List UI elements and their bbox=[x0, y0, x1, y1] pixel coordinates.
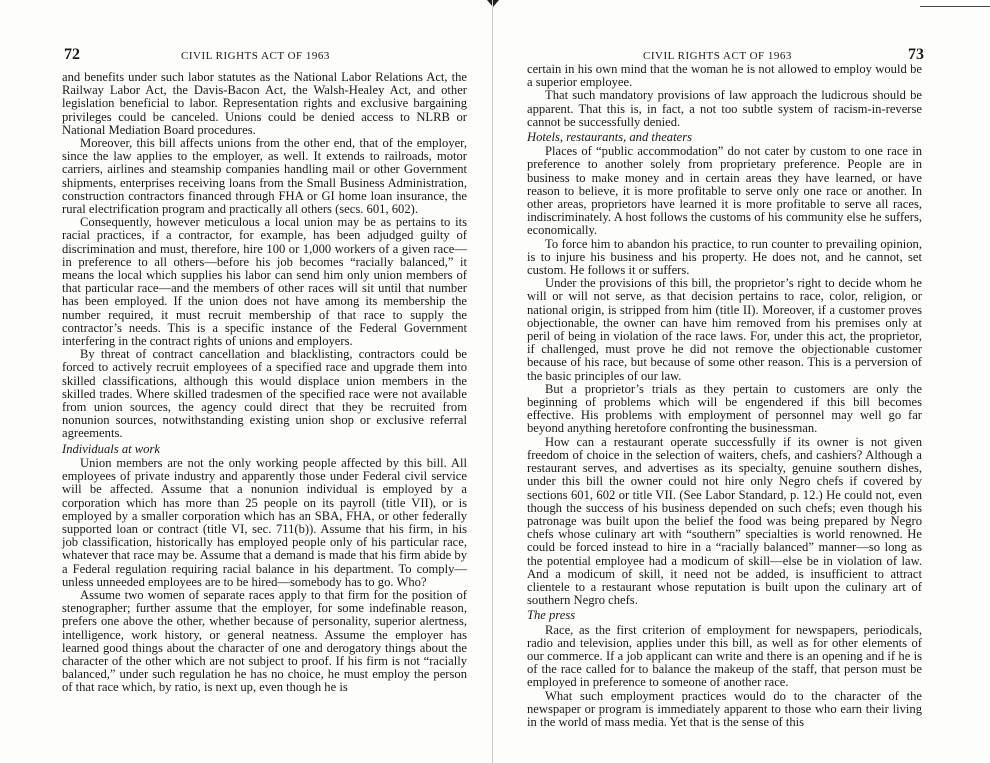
paragraph: To force him to abandon his practice, to run counter to prevailing opinion, is to injure his business and his property. He does not, and he cannot, set custom. He follows it or suffers. bbox=[527, 236, 922, 278]
paragraph: Under the provisions of this bill, the proprietor’s right to decide whom he will or will not serve, as that decision pertains to race, color, religion, or national origin, is stripped from him (title II). Moreover, if a customer proves objectionable, the owner can have him removed from his premises only at peril of being in violation of the race laws. For, under this act, the proprietor, if challenged, must prove he did not remove the objectionable customer because of his race, but because of some other reason. This is a perversion of the basic principles of our law. bbox=[527, 276, 922, 383]
section-heading-press: The press bbox=[527, 608, 576, 623]
paragraph: But a proprietor’s trials as they pertain to customers are only the beginning of problems which will be engendered if this bill becomes effective. His problems with employment of personnel may well go far beyond anything heretofore confronting the businessman. bbox=[527, 381, 922, 436]
section-heading-individuals: Individuals at work bbox=[62, 441, 160, 456]
running-head: CIVIL RIGHTS ACT OF 1963 bbox=[643, 50, 792, 62]
paragraph: and benefits under such labor statutes as the National Labor Relations Act, the Railway Labor Act, the Davis-Bacon Act, the Walsh-Healey Act, and other legislation beneficial to labor. Representation rights and exclusive bargaining privileges could be canceled. Unions could be denied access to NLRB or National Mediation Board procedures. bbox=[62, 70, 467, 137]
section-heading-hotels: Hotels, restaurants, and theaters bbox=[527, 130, 692, 145]
paragraph: Assume two women of separate races apply to that firm for the position of stenographer; further assume that the employer, for some indefinable reason, prefers one above the other, whether because of personality, superior alertness, intelligence, work history, or general neatness. Assume the employer has learned good things about the character of one and derogatory things about the character of the other which are not subject to proof. If his firm is not “racially balanced,” under such regulation he has no choice, he must employ the person of that race which, by ratio, is next up, even though he is bbox=[62, 587, 467, 695]
left-page bbox=[0, 0, 492, 763]
paragraph: Moreover, this bill affects unions from the other end, that of the employer, since the law applies to the employer, as well. It extends to railroads, motor carriers, airlines and steamship companies handling mail or other Government shipments, enterprises receiving loans from the Small Business Administration, construction contractors financed through FHA or GI home loan insurance, the rural electrification program and practically all others (secs. 601, 602). bbox=[62, 136, 467, 217]
right-page-body bbox=[527, 63, 922, 729]
paragraph: How can a restaurant operate successfully if its owner is not given freedom of choice in the selection of waiters, chefs, and cashiers? Although a restaurant serves, and advertises as its specialty, genuine southern dishes, under this bill the owner could not hire only Negro chefs if covered by sections 601, 602 or title VII. (See Labor Standard, p. 12.) He could not, even though the success of his business depended on such chefs; even though his patronage was built upon the belief the food was being prepared by Negro chefs whose culinary art with “southern” specialties is world renowned. He could be forced instead to hire in a “racially balanced” manner—so long as the potential employee had a modicum of skill—else be in violation of law. And a modicum of skill, it need not be added, is insufficient to attract clientele to a restaurant whose reputation is built upon the culinary art of southern Negro chefs. bbox=[527, 434, 922, 608]
page-number: 73 bbox=[908, 46, 924, 63]
left-page-body bbox=[62, 71, 467, 695]
right-page bbox=[497, 0, 990, 763]
paragraph: What such employment practices would do to the character of the newspaper or program is immediately apparent to those who earn their living in the world of mass media. Yet that is the sense of this bbox=[527, 688, 922, 729]
paragraph: Consequently, however meticulous a local union may be as pertains to its racial practices, if a contractor, for example, has been adjudged guilty of discrimination and must, therefore, hire 100 or 1,000 workers of a given race—in preference to all others—before his job becomes “racially balanced,” it means the local which supplies his labor can send him only union members of that particular race—and the members of other races will sit until that number has been employed. If the union does not have among its membership the number required, it must recruit membership of that race to supply the contractor’s needs. This is a specific instance of the Federal Government interfering in the contract rights of unions and employers. bbox=[62, 215, 467, 349]
paragraph: Places of “public accommodation” do not cater by custom to one race in preference to another solely from proprietary preference. People are in business to make money and in certain areas they have learned, or have reason to believe, it is more profitable to serve only one race or another. In other areas, proprietors have learned it is more profitable to serve all races, indiscriminately. A host follows the customs of his community else he suffers, economically. bbox=[527, 144, 922, 238]
book-gutter bbox=[492, 0, 493, 763]
running-head: CIVIL RIGHTS ACT OF 1963 bbox=[181, 50, 330, 62]
paragraph: By threat of contract cancellation and blacklisting, contractors could be forced to actively recruit employees of a specified race and upgrade them into skilled classifications, although this would displace union members in the skilled trades. Where skilled tradesmen of the specified race were not available from union sources, the agency could direct that they be recruited from nonunion sources, notwithstanding existing union shop or exclusive referral agreements. bbox=[62, 347, 467, 441]
paragraph: That such mandatory provisions of law approach the ludicrous should be apparent. That this is, in fact, a not too subtle system of racism-in-reverse cannot be successfully denied. bbox=[527, 88, 922, 129]
paragraph: Union members are not the only working people affected by this bill. All employees of private industry and apparently those under Federal civil service will be affected. Assume that a nonunion individual is employed by a corporation which has more than 25 people on its payroll (title VII), or is employed by a smaller corporation which has an SBA, FHA, or other federally supported loan or contract (title VI, sec. 711(b)). Assume that his firm, in his job classification, historically has employed people only of his particular race, whatever that race may be. Assume that a demand is made that his firm abide by a Federal regulation requiring racial balance in his department. To comply—unless unneeded employees are to be hired—somebody has to go. Who? bbox=[62, 455, 467, 589]
paragraph: Race, as the first criterion of employment for newspapers, periodicals, radio and television, applies under this bill, as well as for other elements of our commerce. If a job applicant can write and there is an opening and if he is of the race called for to balance the makeup of the staff, that person must be employed in preference to someone of another race. bbox=[527, 622, 922, 690]
page-number: 72 bbox=[64, 46, 80, 63]
paragraph: certain in his own mind that the woman he is not allowed to employ would be a superior employee. bbox=[527, 62, 922, 90]
